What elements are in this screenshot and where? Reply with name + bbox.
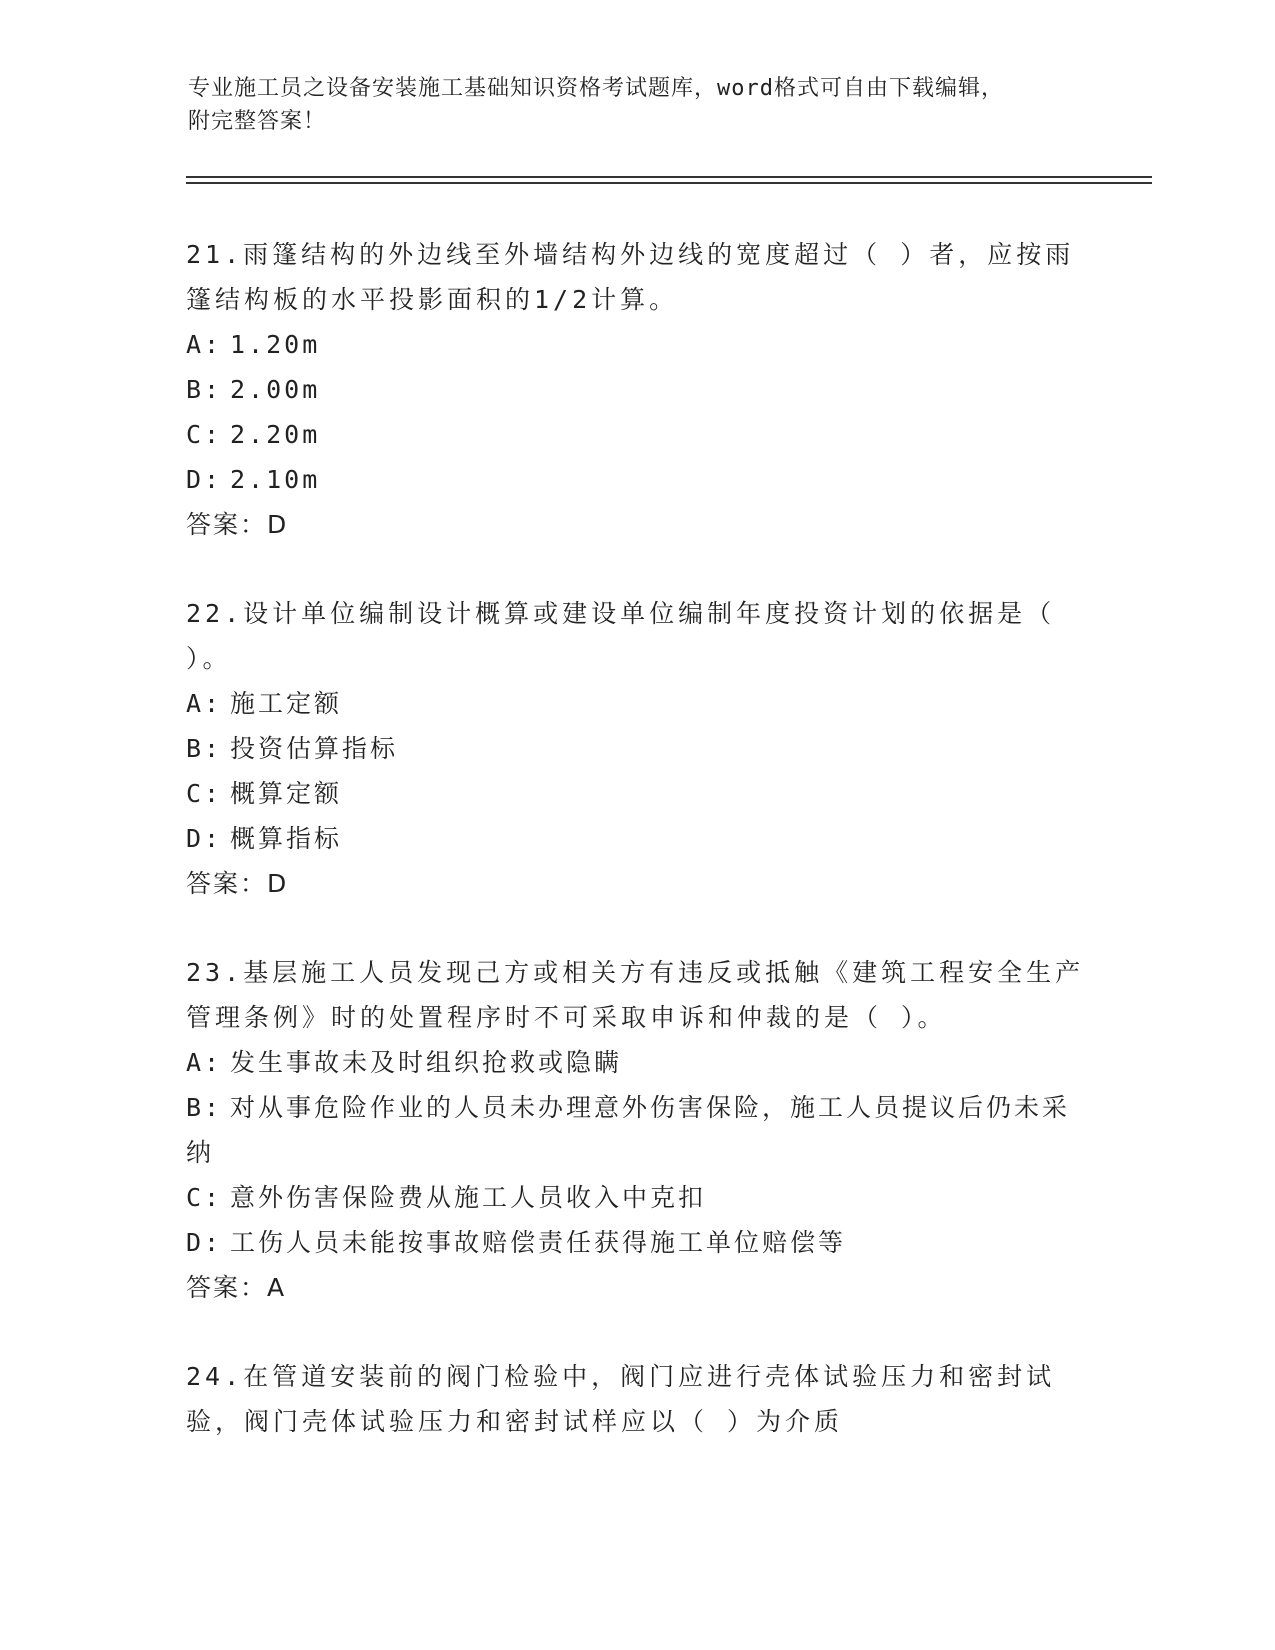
option-text: 对从事危险作业的人员未办理意外伤害保险，施工人员提议后仍未采纳 — [186, 1093, 1071, 1167]
question-list — [186, 232, 1086, 1488]
option-letter: A: — [186, 689, 223, 718]
header-line-2: 附完整答案！ — [188, 109, 327, 134]
option-b — [186, 726, 1086, 771]
option-letter: A: — [186, 330, 223, 359]
option-text: 2.10m — [230, 465, 321, 494]
option-text: 2.20m — [230, 420, 321, 449]
option-c — [186, 771, 1086, 816]
option-letter: C: — [186, 420, 223, 449]
header-divider-bottom — [186, 182, 1152, 184]
option-text: 2.00m — [230, 375, 321, 404]
option-a — [186, 681, 1086, 726]
option-letter: B: — [186, 375, 223, 404]
answer-line: 答案：D — [186, 510, 289, 539]
option-text: 意外伤害保险费从施工人员收入中克扣 — [230, 1183, 707, 1212]
question-23 — [186, 950, 1086, 1310]
option-letter: C: — [186, 779, 223, 808]
option-b — [186, 1085, 1086, 1175]
option-text: 1.20m — [230, 330, 321, 359]
option-letter: D: — [186, 465, 223, 494]
answer-line: 答案：A — [186, 1273, 287, 1302]
option-text: 概算定额 — [230, 779, 343, 808]
option-d — [186, 1220, 1086, 1265]
question-22 — [186, 591, 1086, 906]
option-text: 施工定额 — [230, 689, 343, 718]
option-text: 概算指标 — [230, 824, 343, 853]
option-text: 发生事故未及时组织抢救或隐瞒 — [230, 1048, 623, 1077]
question-24 — [186, 1354, 1086, 1444]
header-line-1: 专业施工员之设备安装施工基础知识资格考试题库，word格式可自由下载编辑， — [188, 76, 1004, 101]
option-d — [186, 816, 1086, 861]
header-divider-top — [186, 176, 1152, 178]
answer-line: 答案：D — [186, 869, 289, 898]
option-a — [186, 322, 1086, 367]
option-a — [186, 1040, 1086, 1085]
option-letter: B: — [186, 1093, 223, 1122]
option-text: 投资估算指标 — [230, 734, 399, 763]
option-d — [186, 457, 1086, 502]
option-text: 工伤人员未能按事故赔偿责任获得施工单位赔偿等 — [230, 1228, 847, 1257]
question-text: 23.基层施工人员发现己方或相关方有违反或抵触《建筑工程安全生产管理条例》时的处置程序时不可采取申诉和仲裁的是（ ）。 — [186, 958, 1085, 1032]
option-c — [186, 1175, 1086, 1220]
option-b — [186, 367, 1086, 412]
option-letter: B: — [186, 734, 223, 763]
question-text: 22.设计单位编制设计概算或建设单位编制年度投资计划的依据是（ ）。 — [186, 599, 1056, 673]
option-c — [186, 412, 1086, 457]
question-text: 21.雨篷结构的外边线至外墙结构外边线的宽度超过（ ）者，应按雨篷结构板的水平投影面积的1/2计算。 — [186, 240, 1075, 314]
option-letter: A: — [186, 1048, 223, 1077]
question-21 — [186, 232, 1086, 547]
question-text: 24.在管道安装前的阀门检验中，阀门应进行壳体试验压力和密封试验，阀门壳体试验压力和密封试样应以（ ）为介质 — [186, 1362, 1056, 1436]
option-letter: D: — [186, 824, 223, 853]
option-letter: C: — [186, 1183, 223, 1212]
document-header — [188, 72, 1088, 138]
option-letter: D: — [186, 1228, 223, 1257]
